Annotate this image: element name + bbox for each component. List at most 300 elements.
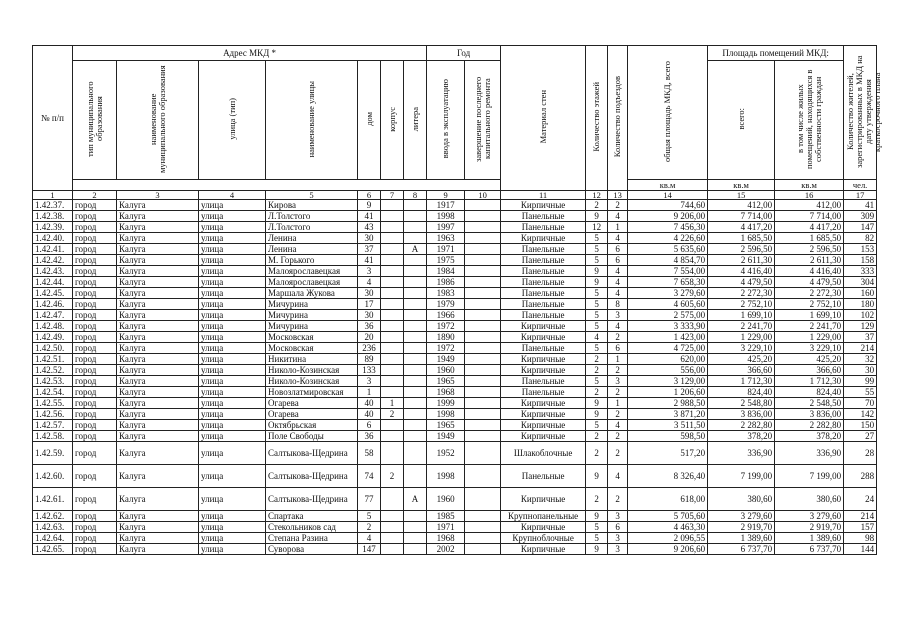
cell-year-commission: 1968 (427, 387, 465, 398)
table-row (33, 222, 877, 233)
cell-area-private: 2 548,50 (775, 398, 844, 409)
cell-row-number: 1.42.58. (33, 431, 73, 442)
cell-entrances: 2 (608, 365, 628, 376)
cell-street-type: улица (199, 376, 266, 387)
cell-street-name: Московская (266, 332, 358, 343)
cell-korpus (381, 420, 404, 431)
cell-mun-name: Калуга (117, 465, 199, 488)
cell-street-type: улица (199, 533, 266, 544)
cell-area-private: 412,00 (775, 200, 844, 211)
cell-row-number: 1.42.37. (33, 200, 73, 211)
cell-row-number: 1.42.61. (33, 488, 73, 511)
cell-litera (404, 343, 427, 354)
cell-mun-type: город (73, 255, 117, 266)
cell-total-area: 5 705,60 (628, 511, 708, 522)
header-street-type: улица (тип) (199, 61, 266, 180)
cell-row-number: 1.42.57. (33, 420, 73, 431)
cell-row-number: 1.42.53. (33, 376, 73, 387)
cell-residents: 157 (844, 522, 877, 533)
cell-year-commission: 1975 (427, 255, 465, 266)
cell-area-private: 380,60 (775, 488, 844, 511)
column-number: 11 (501, 191, 586, 200)
cell-year-commission: 1960 (427, 365, 465, 376)
header-mun-type: тип муниципального образования (73, 61, 117, 180)
cell-mun-name: Калуга (117, 277, 199, 288)
cell-korpus (381, 387, 404, 398)
cell-street-type: улица (199, 321, 266, 332)
cell-entrances: 4 (608, 465, 628, 488)
column-number: 15 (708, 191, 775, 200)
cell-year-repair (465, 533, 501, 544)
cell-entrances: 8 (608, 299, 628, 310)
cell-litera (404, 310, 427, 321)
cell-korpus (381, 431, 404, 442)
cell-mun-name: Калуга (117, 488, 199, 511)
cell-row-number: 1.42.48. (33, 321, 73, 332)
table-row (33, 420, 877, 431)
table-row (33, 354, 877, 365)
cell-entrances: 1 (608, 398, 628, 409)
cell-floors: 5 (586, 376, 608, 387)
cell-total-area: 2 096,55 (628, 533, 708, 544)
cell-mun-name: Калуга (117, 533, 199, 544)
cell-floors: 9 (586, 277, 608, 288)
cell-floors: 2 (586, 354, 608, 365)
cell-total-area: 5 635,60 (628, 244, 708, 255)
cell-area-private: 2 282,80 (775, 420, 844, 431)
cell-street-type: улица (199, 343, 266, 354)
cell-area-private: 6 737,70 (775, 544, 844, 555)
cell-korpus (381, 299, 404, 310)
cell-floors: 9 (586, 211, 608, 222)
cell-year-commission: 1960 (427, 488, 465, 511)
cell-residents: 142 (844, 409, 877, 420)
cell-litera (404, 409, 427, 420)
cell-house: 30 (358, 310, 381, 321)
cell-year-repair (465, 465, 501, 488)
cell-floors: 5 (586, 288, 608, 299)
cell-street-type: улица (199, 211, 266, 222)
cell-year-commission: 1890 (427, 332, 465, 343)
cell-total-area: 2 575,00 (628, 310, 708, 321)
cell-floors: 5 (586, 533, 608, 544)
cell-korpus: 2 (381, 465, 404, 488)
cell-residents: 82 (844, 233, 877, 244)
cell-residents: 55 (844, 387, 877, 398)
cell-area-all: 1 685,50 (708, 233, 775, 244)
cell-area-all: 2 241,70 (708, 321, 775, 332)
cell-litera (404, 544, 427, 555)
column-number: 2 (73, 191, 117, 200)
column-number: 9 (427, 191, 465, 200)
unit-total-area: кв.м (628, 180, 708, 191)
cell-street-type: улица (199, 420, 266, 431)
cell-year-commission: 1968 (427, 533, 465, 544)
cell-mun-type: город (73, 431, 117, 442)
cell-litera (404, 442, 427, 465)
cell-street-type: улица (199, 222, 266, 233)
cell-street-name: Мичурина (266, 310, 358, 321)
cell-floors: 9 (586, 544, 608, 555)
cell-year-commission: 1983 (427, 288, 465, 299)
cell-mun-name: Калуга (117, 321, 199, 332)
cell-total-area: 517,20 (628, 442, 708, 465)
cell-year-repair (465, 544, 501, 555)
cell-total-area: 3 129,00 (628, 376, 708, 387)
cell-area-private: 2 241,70 (775, 321, 844, 332)
cell-year-repair (465, 488, 501, 511)
cell-residents: 214 (844, 343, 877, 354)
cell-area-all: 3 279,60 (708, 511, 775, 522)
cell-mun-name: Калуга (117, 511, 199, 522)
cell-wall-material: Кирпичные (501, 365, 586, 376)
cell-area-private: 2 611,30 (775, 255, 844, 266)
cell-street-name: Салтыкова-Щедрина (266, 442, 358, 465)
cell-litera (404, 365, 427, 376)
cell-area-private: 1 685,50 (775, 233, 844, 244)
cell-year-repair (465, 244, 501, 255)
cell-street-name: Новозлатмировская (266, 387, 358, 398)
table-row (33, 511, 877, 522)
column-number: 1 (33, 191, 73, 200)
cell-total-area: 2 988,50 (628, 398, 708, 409)
cell-mun-name: Калуга (117, 288, 199, 299)
cell-area-all: 7 714,00 (708, 211, 775, 222)
cell-street-type: улица (199, 465, 266, 488)
cell-year-commission: 1971 (427, 522, 465, 533)
cell-mun-type: город (73, 376, 117, 387)
cell-litera: А (404, 244, 427, 255)
cell-mun-type: город (73, 533, 117, 544)
cell-wall-material: Кирпичные (501, 332, 586, 343)
cell-total-area: 4 854,70 (628, 255, 708, 266)
cell-street-name: Стекольников сад (266, 522, 358, 533)
cell-residents: 304 (844, 277, 877, 288)
cell-area-private: 3 229,10 (775, 343, 844, 354)
cell-floors: 5 (586, 310, 608, 321)
cell-year-repair (465, 511, 501, 522)
cell-floors: 5 (586, 233, 608, 244)
cell-korpus (381, 365, 404, 376)
table-row (33, 211, 877, 222)
cell-floors: 5 (586, 522, 608, 533)
cell-row-number: 1.42.49. (33, 332, 73, 343)
table-body (33, 200, 877, 555)
cell-area-all: 2 611,30 (708, 255, 775, 266)
cell-area-all: 366,60 (708, 365, 775, 376)
cell-residents: 102 (844, 310, 877, 321)
cell-street-type: улица (199, 277, 266, 288)
cell-litera (404, 222, 427, 233)
cell-year-commission: 1998 (427, 409, 465, 420)
table-row (33, 533, 877, 544)
cell-house: 89 (358, 354, 381, 365)
table-row (33, 288, 877, 299)
cell-mun-type: город (73, 332, 117, 343)
cell-wall-material: Шлакоблочные (501, 442, 586, 465)
cell-total-area: 3 333,90 (628, 321, 708, 332)
table-row (33, 332, 877, 343)
unit-area-all: кв.м (708, 180, 775, 191)
cell-street-type: улица (199, 488, 266, 511)
cell-street-type: улица (199, 442, 266, 465)
cell-house: 3 (358, 266, 381, 277)
cell-litera (404, 376, 427, 387)
cell-korpus (381, 277, 404, 288)
cell-entrances: 6 (608, 244, 628, 255)
cell-year-commission: 1972 (427, 343, 465, 354)
cell-korpus (381, 376, 404, 387)
cell-litera (404, 200, 427, 211)
table-row (33, 233, 877, 244)
cell-mun-name: Калуга (117, 200, 199, 211)
cell-street-type: улица (199, 266, 266, 277)
cell-residents: 41 (844, 200, 877, 211)
cell-mun-name: Калуга (117, 431, 199, 442)
cell-area-private: 2 919,70 (775, 522, 844, 533)
cell-mun-type: город (73, 343, 117, 354)
cell-entrances: 1 (608, 354, 628, 365)
cell-wall-material: Кирпичные (501, 233, 586, 244)
cell-row-number: 1.42.39. (33, 222, 73, 233)
table-row (33, 387, 877, 398)
cell-year-commission: 1998 (427, 465, 465, 488)
cell-area-private: 1 229,00 (775, 332, 844, 343)
cell-wall-material: Панельные (501, 255, 586, 266)
cell-year-repair (465, 431, 501, 442)
cell-area-all: 2 548,80 (708, 398, 775, 409)
cell-street-name: Никитина (266, 354, 358, 365)
cell-house: 58 (358, 442, 381, 465)
table-row (33, 522, 877, 533)
column-number: 4 (199, 191, 266, 200)
cell-house: 5 (358, 511, 381, 522)
cell-year-repair (465, 266, 501, 277)
cell-residents: 70 (844, 398, 877, 409)
cell-street-name: Степана Разина (266, 533, 358, 544)
column-number: 5 (266, 191, 358, 200)
cell-house: 41 (358, 211, 381, 222)
cell-mun-name: Калуга (117, 354, 199, 365)
cell-row-number: 1.42.54. (33, 387, 73, 398)
cell-year-commission: 1949 (427, 431, 465, 442)
cell-residents: 129 (844, 321, 877, 332)
cell-row-number: 1.42.45. (33, 288, 73, 299)
cell-street-name: Поле Свободы (266, 431, 358, 442)
cell-year-repair (465, 222, 501, 233)
cell-wall-material: Панельные (501, 266, 586, 277)
cell-residents: 180 (844, 299, 877, 310)
cell-mun-name: Калуга (117, 365, 199, 376)
cell-residents: 214 (844, 511, 877, 522)
cell-total-area: 8 326,40 (628, 465, 708, 488)
cell-litera (404, 511, 427, 522)
cell-korpus (381, 511, 404, 522)
cell-wall-material: Кирпичные (501, 200, 586, 211)
column-number: 17 (844, 191, 877, 200)
cell-year-commission: 1952 (427, 442, 465, 465)
cell-wall-material: Кирпичные (501, 398, 586, 409)
cell-wall-material: Панельные (501, 211, 586, 222)
cell-mun-name: Калуга (117, 409, 199, 420)
cell-mun-name: Калуга (117, 522, 199, 533)
cell-street-type: улица (199, 354, 266, 365)
cell-wall-material: Крупнопанельные (501, 511, 586, 522)
cell-korpus (381, 255, 404, 266)
cell-year-commission: 1963 (427, 233, 465, 244)
cell-house: 74 (358, 465, 381, 488)
cell-wall-material: Панельные (501, 387, 586, 398)
cell-area-private: 366,60 (775, 365, 844, 376)
cell-house: 6 (358, 420, 381, 431)
header-street-name: наименование улицы (266, 61, 358, 180)
cell-year-repair (465, 409, 501, 420)
cell-korpus (381, 222, 404, 233)
cell-residents: 28 (844, 442, 877, 465)
cell-litera (404, 255, 427, 266)
cell-mun-name: Калуга (117, 544, 199, 555)
cell-mun-name: Калуга (117, 442, 199, 465)
cell-street-type: улица (199, 365, 266, 376)
cell-wall-material: Кирпичные (501, 420, 586, 431)
cell-mun-type: город (73, 488, 117, 511)
cell-mun-type: город (73, 310, 117, 321)
cell-wall-material: Панельные (501, 288, 586, 299)
cell-year-commission: 1998 (427, 211, 465, 222)
cell-area-private: 3 836,00 (775, 409, 844, 420)
cell-house: 43 (358, 222, 381, 233)
table-row (33, 398, 877, 409)
cell-residents: 37 (844, 332, 877, 343)
cell-mun-type: город (73, 544, 117, 555)
cell-mun-type: город (73, 420, 117, 431)
cell-floors: 9 (586, 266, 608, 277)
cell-street-name: Кирова (266, 200, 358, 211)
cell-residents: 24 (844, 488, 877, 511)
cell-total-area: 618,00 (628, 488, 708, 511)
cell-house: 30 (358, 288, 381, 299)
cell-litera (404, 332, 427, 343)
cell-floors: 9 (586, 398, 608, 409)
cell-total-area: 3 871,20 (628, 409, 708, 420)
cell-street-name: Спартака (266, 511, 358, 522)
cell-wall-material: Кирпичные (501, 431, 586, 442)
cell-wall-material: Кирпичные (501, 488, 586, 511)
cell-korpus (381, 211, 404, 222)
cell-floors: 5 (586, 244, 608, 255)
cell-year-repair (465, 321, 501, 332)
cell-mun-type: город (73, 200, 117, 211)
cell-area-all: 4 416,40 (708, 266, 775, 277)
cell-litera (404, 354, 427, 365)
cell-floors: 4 (586, 332, 608, 343)
cell-mun-type: город (73, 288, 117, 299)
cell-row-number: 1.42.65. (33, 544, 73, 555)
cell-street-type: улица (199, 255, 266, 266)
cell-year-repair (465, 376, 501, 387)
cell-house: 3 (358, 376, 381, 387)
cell-total-area: 1 206,60 (628, 387, 708, 398)
cell-mun-type: город (73, 354, 117, 365)
cell-entrances: 4 (608, 266, 628, 277)
cell-street-name: Салтыкова-Щедрина (266, 465, 358, 488)
cell-street-name: Ленина (266, 244, 358, 255)
cell-total-area: 7 658,30 (628, 277, 708, 288)
column-number: 3 (117, 191, 199, 200)
cell-house: 133 (358, 365, 381, 376)
column-number: 8 (404, 191, 427, 200)
table-row (33, 544, 877, 555)
cell-year-commission: 1972 (427, 321, 465, 332)
cell-litera (404, 398, 427, 409)
header-mun-name: наименование муниципального образования (117, 61, 199, 180)
cell-entrances: 3 (608, 310, 628, 321)
header-wall-material: Материал стен (501, 46, 586, 191)
cell-entrances: 1 (608, 222, 628, 233)
cell-entrances: 2 (608, 387, 628, 398)
cell-street-name: Ленина (266, 233, 358, 244)
cell-total-area: 4 226,60 (628, 233, 708, 244)
cell-entrances: 4 (608, 420, 628, 431)
cell-year-repair (465, 398, 501, 409)
cell-floors: 9 (586, 511, 608, 522)
cell-house: 41 (358, 255, 381, 266)
cell-korpus: 1 (381, 398, 404, 409)
cell-korpus (381, 321, 404, 332)
cell-floors: 2 (586, 200, 608, 211)
cell-floors: 2 (586, 365, 608, 376)
table-row (33, 255, 877, 266)
cell-entrances: 4 (608, 277, 628, 288)
header-year-commission: ввода в эксплуатацию (427, 61, 465, 180)
header-entrances: Количество подъездов (608, 46, 628, 191)
cell-total-area: 7 456,30 (628, 222, 708, 233)
cell-area-private: 378,20 (775, 431, 844, 442)
cell-korpus: 2 (381, 409, 404, 420)
cell-total-area: 4 605,60 (628, 299, 708, 310)
cell-residents: 333 (844, 266, 877, 277)
table-row (33, 409, 877, 420)
cell-area-private: 7 714,00 (775, 211, 844, 222)
cell-korpus (381, 522, 404, 533)
cell-mun-type: город (73, 465, 117, 488)
cell-korpus (381, 266, 404, 277)
cell-entrances: 6 (608, 255, 628, 266)
cell-area-private: 2 596,50 (775, 244, 844, 255)
unit-area-private: кв.м (775, 180, 844, 191)
cell-year-repair (465, 310, 501, 321)
cell-total-area: 598,50 (628, 431, 708, 442)
cell-floors: 12 (586, 222, 608, 233)
header-no: № п/п (33, 46, 73, 191)
column-number: 12 (586, 191, 608, 200)
header-house: дом (358, 61, 381, 180)
cell-year-commission: 1949 (427, 354, 465, 365)
cell-row-number: 1.42.56. (33, 409, 73, 420)
cell-litera (404, 211, 427, 222)
column-number: 16 (775, 191, 844, 200)
cell-house: 30 (358, 233, 381, 244)
cell-row-number: 1.42.59. (33, 442, 73, 465)
cell-street-type: улица (199, 233, 266, 244)
cell-street-name: Мичурина (266, 299, 358, 310)
cell-mun-name: Калуга (117, 266, 199, 277)
cell-area-all: 412,00 (708, 200, 775, 211)
cell-entrances: 2 (608, 409, 628, 420)
cell-total-area: 4 725,00 (628, 343, 708, 354)
cell-entrances: 2 (608, 488, 628, 511)
cell-floors: 5 (586, 299, 608, 310)
